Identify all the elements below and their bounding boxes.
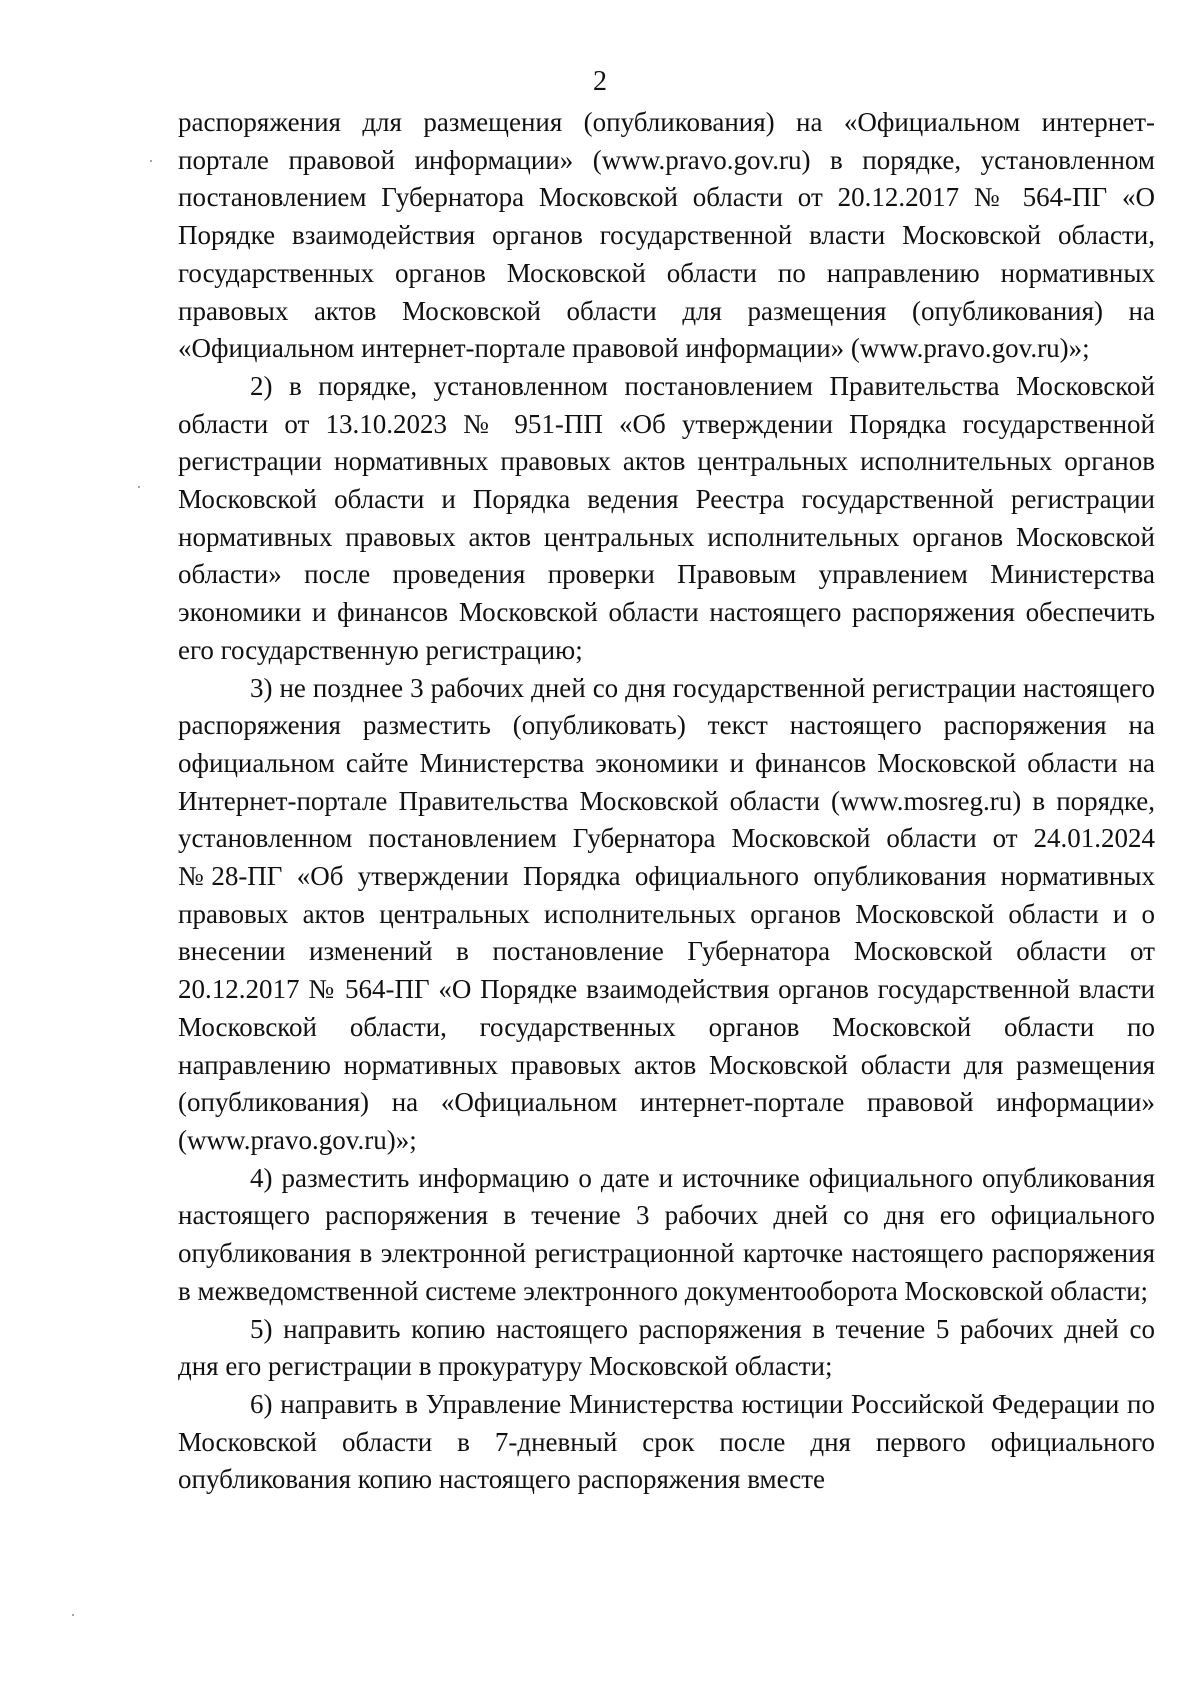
paragraph-item-4: 4) разместить информацию о дате и источнике официального опубликования настоящего распоряжения в течение 3 рабочих дней со дня его официального опубликования в электронной регистрационной карточке настоящего распоряжения в межведомственной системе электронного документооборота Московской области; [178,1162,1155,1306]
paragraph-item-5: 5) направить копию настоящего распоряжения в течение 5 рабочих дней со дня его регистрации в прокуратуру Московской области; [178,1313,1155,1382]
paragraph-item-2: 2) в порядке, установленном постановлением Правительства Московской области от 13.10.2023 № 951-ПП «Об утверждении Порядка государственной регистрации нормативных правовых актов центральных исполнительных органов Московской области и Порядка ведения Реестра государственной регистрации нормативных правовых актов центральных исполнительных органов Московской области» после проведения проверки Правовым управлением Министерства экономики и финансов Московской области настоящего распоряжения обеспечить его государственную регистрацию; [178,370,1155,665]
paragraph-item-3: 3) не позднее 3 рабочих дней со дня государственной регистрации настоящего распоряжения разместить (опубликовать) текст настоящего распоряжения на официальном сайте Министерства экономики и финансов Московской области на Интернет-портале Правительства Московской области (www.mosreg.ru) в порядке, установленном постановлением Губернатора Московской области от 24.01.2024 №28-ПГ «Об утверждении Порядка официального опубликования нормативных правовых актов центральных исполнительных органов Московской области и о внесении изменений в постановление Губернатора Московской области от 20.12.2017 № 564-ПГ «О Порядке взаимодействия органов государственной власти Московской области, государственных органов Московской области по направлению нормативных правовых актов Московской области для размещения (опубликования) на «Официальном интернет-портале правовой информации» (www.pravo.gov.ru)»; [178,672,1155,1155]
page-number: 2 [593,66,607,97]
paragraph-item-6: 6) направить в Управление Министерства юстиции Российской Федерации по Московской области в 7-дневный срок после дня первого официального опубликования копию настоящего распоряжения вместе [178,1388,1155,1495]
document-body [178,104,1155,1499]
paragraph-continuation: распоряжения для размещения (опубликования) на «Официальном интернет-портале правовой информации» (www.pravo.gov.ru) в порядке, установленном постановлением Губернатора Московской области от 20.12.2017 № 564-ПГ «О Порядке взаимодействия органов государственной власти Московской области, государственных органов Московской области по направлению нормативных правовых актов Московской области для размещения (опубликования) на «Официальном интернет-портале правовой информации» (www.pravo.gov.ru)»; [178,107,1155,364]
scan-speck [150,160,152,162]
scan-speck [72,1614,74,1616]
scan-speck [138,486,140,488]
